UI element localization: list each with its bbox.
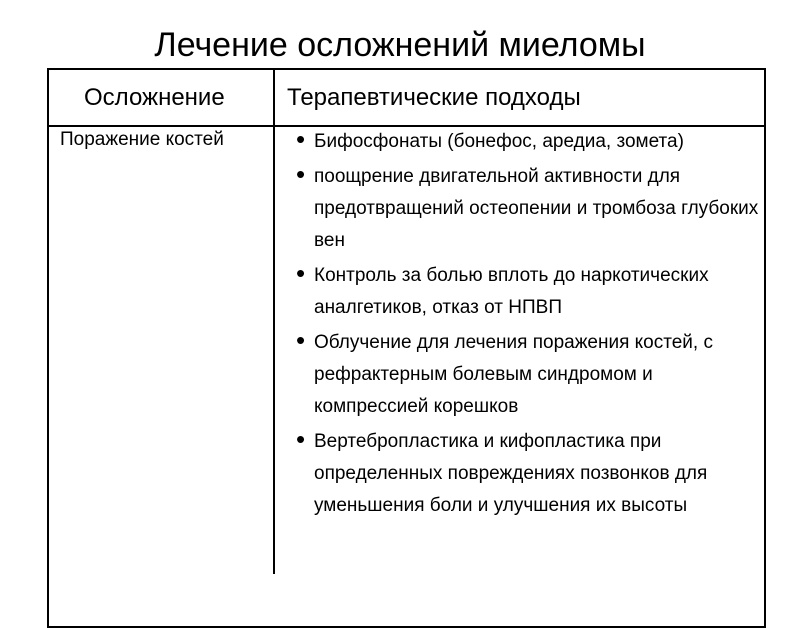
bullet-icon: • [296, 258, 306, 288]
approach-item [296, 327, 766, 423]
approach-item [296, 126, 766, 158]
approach-item [296, 426, 766, 522]
approach-text: Бифосфонаты (бонефос, аредиа, зомета) [314, 131, 684, 152]
approach-text: поощрение двигательной активности для предотвращений остеопении и тромбоза глубоких вен [314, 166, 759, 251]
bullet-icon: • [296, 124, 306, 154]
column-header-approaches: Терапевтические подходы [287, 84, 581, 111]
table-column-divider [273, 68, 275, 574]
approach-item [296, 260, 766, 324]
bullet-icon: • [296, 159, 306, 189]
approaches-list [296, 126, 766, 525]
approach-text: Облучение для лечения поражения костей, с рефрактерным болевым синдромом и компрессией корешков [314, 332, 713, 417]
complication-cell: Поражение костей [60, 129, 224, 150]
column-header-complication: Осложнение [84, 84, 225, 111]
approach-text: Контроль за болью вплоть до наркотических аналгетиков, отказ от НПВП [314, 265, 709, 318]
slide-title: Лечение осложнений миеломы [154, 26, 646, 64]
bullet-icon: • [296, 325, 306, 355]
approach-item [296, 161, 766, 257]
bullet-icon: • [296, 424, 306, 454]
approach-text: Вертебропластика и кифопластика при определенных повреждениях позвонков для уменьшения боли и улучшения их высоты [314, 431, 708, 516]
